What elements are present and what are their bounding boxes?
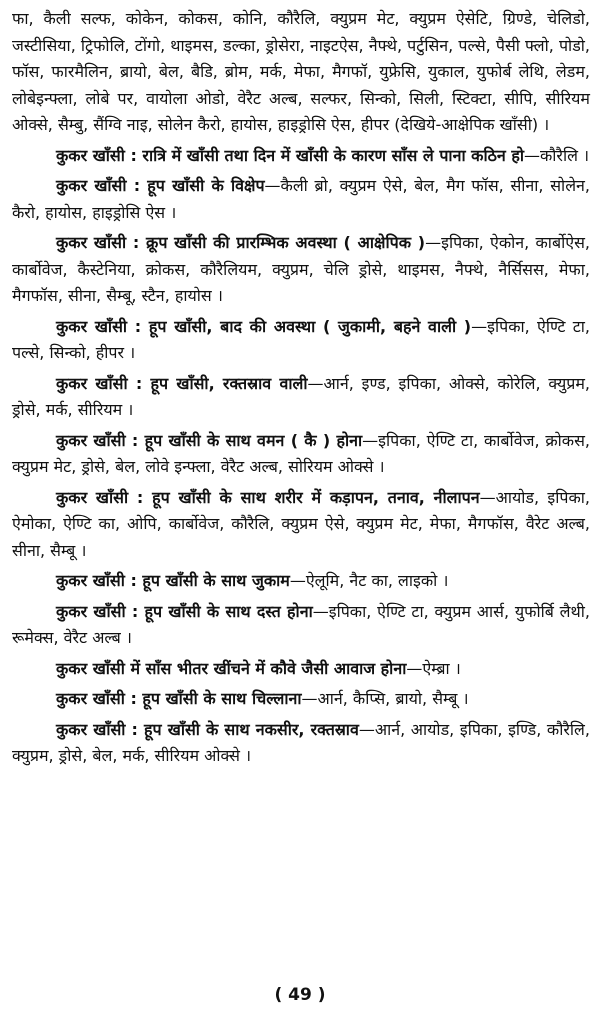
remedy-entry	[12, 568, 590, 595]
remedy-entry	[12, 143, 590, 170]
entry-remedies: —इपिका, ऐण्टि टा, पल्से, सिन्को, हीपर ।	[12, 316, 590, 362]
remedy-entry	[12, 230, 590, 310]
entry-remedies: —कैली ब्रो, क्युप्रम ऐसे, बेल, मैग फॉस, सीना, सोलेन, कैरो, हायोस, हाइड्रोसि ऐस ।	[12, 176, 591, 222]
entry-heading: कुकर खाँसी में साँस भीतर खींचने में कौवे जैसी आवाज होना	[56, 658, 407, 678]
remedy-entry	[12, 717, 590, 770]
entry-remedies: —आर्न, आयोड, इपिका, इण्डि, कौरैलि, क्युप्रम, ड्रोसे, बेल, मर्क, सीरियम ओक्से ।	[12, 719, 590, 765]
remedy-entry	[12, 314, 590, 367]
entry-heading: कुकर खाँसी : हूप खाँसी के विक्षेप	[56, 176, 265, 195]
entry-remedies: —आर्न, इण्ड, इपिका, ओक्से, कोरेलि, क्युप्रम, ड्रोसे, मर्क, सीरियम ।	[12, 373, 590, 419]
remedy-entry	[12, 656, 590, 683]
entry-heading: कुकर खाँसी : रात्रि में खाँसी तथा दिन में खाँसी के कारण साँस ले पाना कठिन हो	[56, 145, 524, 165]
remedy-entry	[12, 485, 590, 565]
page-number: ( 49 )	[274, 985, 326, 1005]
entry-heading: कुकर खाँसी : हूप खाँसी के साथ वमन ( कै ) होना	[56, 430, 363, 450]
entry-remedies: —इपिका, ऐण्टि टा, क्युप्रम आर्स, युफोर्बि लैथी, रूमेक्स, वेरैट अल्ब ।	[12, 601, 590, 647]
entry-heading: कुकर खाँसी : हूप खाँसी के साथ चिल्लाना	[56, 689, 302, 708]
entry-remedies: —आयोड, इपिका, ऐमोका, ऐण्टि का, ओपि, कार्बोवेज, कौरैलि, क्युप्रम ऐसे, क्युप्रम मेट, मेफा, मैगफॉस, वैरेट अल्ब, सीना, सैम्बू ।	[12, 487, 590, 560]
entry-remedies: —कौरैलि ।	[524, 145, 590, 165]
paragraph-continuation	[12, 6, 590, 139]
entry-remedies: —आर्न, कैप्सि, ब्रायो, सैम्बू ।	[301, 689, 469, 708]
entry-remedies: —ऐम्ब्रा ।	[406, 658, 461, 678]
entry-remedies: —इपिका, ऐकोन, कार्बोऐस, कार्बोवेज, कैस्टेनिया, क्रोकस, कौरैलियम, क्युप्रम, चेलि ड्रोसे, थाइमस, नैफ्थे, नैर्सिसस, मेफा, मैगफॉस, सीना, सैम्बू, स्टैन, हायोस ।	[12, 233, 590, 305]
remedy-entry	[12, 371, 590, 424]
entry-heading: कुकर खाँसी : हूप खाँसी, बाद की अवस्था ( जुकामी, बहने वाली )	[56, 316, 472, 336]
entry-heading: कुकर खाँसी : हूप खाँसी के साथ दस्त होना	[56, 601, 313, 621]
entry-remedies: —ऐलूमि, नैट का, लाइको ।	[289, 571, 449, 590]
entry-heading: कुकर खाँसी : हूप खाँसी, रक्तस्राव वाली	[56, 373, 308, 393]
entry-heading: कुकर खाँसी : हूप खाँसी के साथ नकसीर, रक्तस्राव	[56, 719, 359, 739]
remedy-entry	[12, 686, 590, 713]
entry-remedies: —इपिका, ऐण्टि टा, कार्बोवेज, क्रोकस, क्युप्रम मेट, ड्रोसे, बेल, लोवे इन्फ्ला, वेरैट अल्ब, सोरियम ओक्से ।	[12, 430, 590, 476]
remedy-entry	[12, 428, 590, 481]
entry-heading: कुकर खाँसी : हूप खाँसी के साथ जुकाम	[56, 571, 290, 590]
remedy-entry	[12, 173, 590, 226]
entry-heading: कुकर खाँसी : हूप खाँसी के साथ शरीर में कड़ापन, तनाव, नीलापन	[56, 487, 480, 507]
remedy-entry	[12, 599, 590, 652]
paragraph-body: फा, कैली सल्फ, कोकेन, कोकस, कोनि, कौरैलि, क्युप्रम मेट, क्युप्रम ऐसेटि, ग्रिण्डे, चेलिडो, जस्टीसिया, ट्रिफोलि, टोंगो, थाइमस, डल्का, ड्रोसेरा, नाइटऐस, नैफ्थे, पर्टुसिन, पल्से, पैसी फ्लो, पोडो, फॉस, फारमैलिन, ब्रायो, बेल, बैडि, ब्रोम, मर्क, मेफा, मैगफॉ, युफ्रेसि, युकाल, युफोर्ब लेथि, लेडम, लोबेइन्फ्ला, लोबे पर, वायोला ओडो, वेरैट अल्ब, सल्फर, सिन्को, सिली, स्टिक्टा, सीपि, सीरियम ओक्से, सैम्बु, सैंग्वि नाइ, सोलेन कैरो, हायोस, हाइड्रोसि ऐस, हीपर (देखिये-आक्षेपिक खाँसी) ।	[12, 9, 590, 134]
entry-heading: कुकर खाँसी : क्रूप खाँसी की प्रारम्भिक अवस्था ( आक्षेपिक )	[56, 233, 426, 252]
